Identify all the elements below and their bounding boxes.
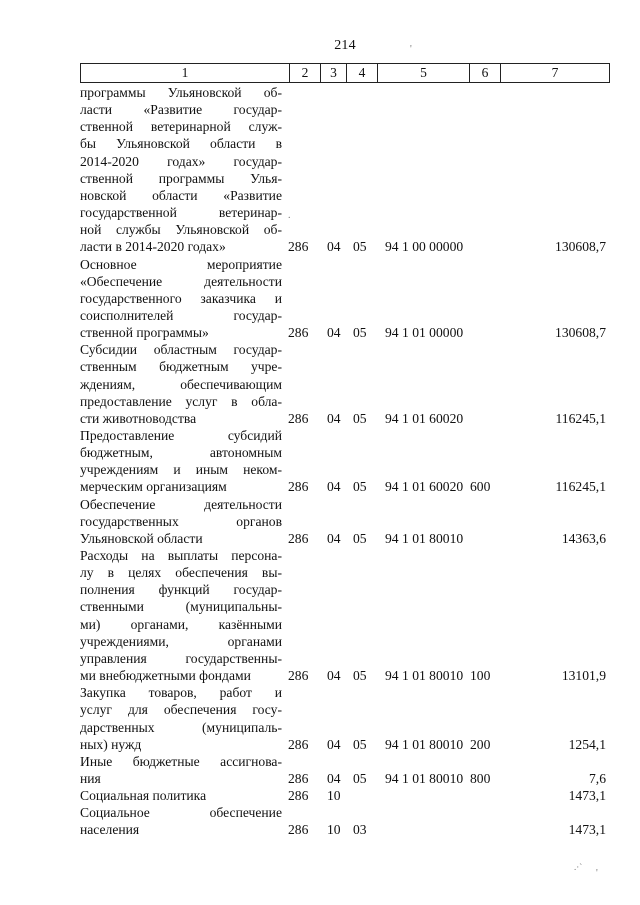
table-row — [80, 84, 610, 256]
header-col-7: 7 — [500, 64, 609, 82]
row-description — [80, 787, 282, 804]
description-line: государственного заказчика и — [80, 290, 282, 306]
description-line: ственной программы Улья- — [80, 170, 282, 186]
ministry-code: 286 — [288, 325, 309, 341]
description-line: Основное мероприятие — [80, 256, 282, 272]
expense-type-code: 200 — [470, 736, 491, 752]
row-description — [80, 684, 282, 753]
subsection-code: 05 — [353, 479, 367, 495]
section-code: 04 — [327, 770, 341, 786]
table-row — [80, 547, 610, 684]
subsection-code: 05 — [353, 325, 367, 341]
description-line: государственной ветеринар- — [80, 204, 282, 220]
table-header — [80, 63, 610, 83]
section-code: 04 — [327, 530, 341, 546]
section-code: 04 — [327, 410, 341, 426]
description-line: Расходы на выплаты персона- — [80, 548, 282, 564]
row-description — [80, 256, 282, 342]
target-article-code: 94 1 01 00000 — [385, 325, 464, 341]
row-description — [80, 341, 282, 427]
page-number: 214 — [334, 38, 356, 53]
description-line: бюджетным, автономным — [80, 445, 282, 461]
row-description — [80, 753, 282, 787]
table-row — [80, 787, 610, 804]
description-line: Закупка товаров, работ и — [80, 685, 282, 701]
header-col-6: 6 — [469, 64, 500, 82]
expense-type-code: 600 — [470, 479, 491, 495]
target-article-code: 94 1 01 80010 — [385, 736, 464, 752]
header-col-4: 4 — [346, 64, 377, 82]
table-row — [80, 496, 610, 547]
section-code: 04 — [327, 239, 341, 255]
target-article-code: 94 1 01 80010 — [385, 530, 464, 546]
description-line: Социальное обеспечение — [80, 805, 282, 821]
description-line: предоставление услуг в обла- — [80, 393, 282, 409]
expense-type-code: 100 — [470, 668, 491, 684]
amount: 116245,1 — [555, 479, 606, 495]
description-line: программы Ульяновской об- — [80, 85, 282, 100]
description-line: ной службы Ульяновской об- — [80, 222, 282, 238]
description-line: Ульяновской области — [80, 530, 203, 546]
subsection-code: 05 — [353, 668, 367, 684]
description-line: ми) органами, казёнными — [80, 616, 282, 632]
amount: 1254,1 — [568, 736, 606, 752]
description-line: государственных органов — [80, 513, 282, 529]
amount: 130608,7 — [555, 239, 606, 255]
row-description — [80, 84, 282, 255]
table-row — [80, 753, 610, 787]
ministry-code: 286 — [288, 770, 309, 786]
subsection-code: 05 — [353, 770, 367, 786]
subsection-code: 05 — [353, 736, 367, 752]
description-line: ственным бюджетным учре- — [80, 359, 282, 375]
expense-type-code: 800 — [470, 770, 491, 786]
description-line: услуг для обеспечения госу- — [80, 702, 282, 718]
header-col-5: 5 — [377, 64, 469, 82]
description-line: ждениям, обеспечивающим — [80, 376, 282, 392]
row-description — [80, 496, 282, 547]
table-row — [80, 684, 610, 753]
header-col-1: 1 — [181, 65, 189, 80]
description-line: ных) нужд — [80, 736, 142, 752]
scan-speck: ' — [596, 868, 598, 879]
subsection-code: 03 — [353, 822, 367, 838]
ministry-code: 286 — [288, 239, 309, 255]
amount: 116245,1 — [555, 410, 606, 426]
description-line: новской области «Развитие — [80, 187, 282, 203]
section-code: 04 — [327, 479, 341, 495]
amount: 13101,9 — [561, 668, 606, 684]
scan-speck: ' — [410, 44, 412, 55]
table-row — [80, 427, 610, 496]
row-description — [80, 804, 282, 838]
scan-speck: . — [288, 210, 291, 221]
target-article-code: 94 1 01 60020 — [385, 479, 464, 495]
description-line: ми внебюджетными фондами — [80, 668, 251, 684]
ministry-code: 286 — [288, 479, 309, 495]
section-code: 10 — [327, 822, 341, 838]
description-line: мерческим организациям — [80, 479, 227, 495]
section-code: 04 — [327, 325, 341, 341]
description-line: Субсидии областным государ- — [80, 342, 282, 358]
description-line: ния — [80, 770, 101, 786]
section-code: 04 — [327, 668, 341, 684]
amount: 7,6 — [589, 770, 606, 786]
amount: 14363,6 — [561, 530, 606, 546]
subsection-code: 05 — [353, 530, 367, 546]
description-line: ственными (муниципальны- — [80, 599, 282, 615]
amount: 1473,1 — [568, 788, 606, 804]
description-line: ласти в 2014-2020 годах» — [80, 239, 226, 255]
ministry-code: 286 — [288, 736, 309, 752]
description-line: учреждениями, органами — [80, 633, 282, 649]
description-line: Предоставление субсидий — [80, 428, 282, 443]
description-line: ственной ветеринарной служ- — [80, 119, 282, 135]
amount: 1473,1 — [568, 822, 606, 838]
section-code: 04 — [327, 736, 341, 752]
ministry-code: 286 — [288, 410, 309, 426]
description-line: «Обеспечение деятельности — [80, 273, 282, 289]
description-line: ласти «Развитие государ- — [80, 102, 282, 118]
header-col-3: 3 — [320, 64, 346, 82]
description-line: учреждениям и иным неком- — [80, 462, 282, 478]
table-row — [80, 256, 610, 342]
target-article-code: 94 1 01 80010 — [385, 770, 464, 786]
subsection-code: 05 — [353, 239, 367, 255]
scan-speck: .·` — [574, 862, 583, 872]
description-line: Социальная политика — [80, 788, 207, 804]
description-line: Иные бюджетные ассигнова- — [80, 753, 282, 769]
description-line: полнения функций государ- — [80, 582, 282, 598]
subsection-code: 05 — [353, 410, 367, 426]
table-row — [80, 804, 610, 838]
row-description — [80, 427, 282, 496]
description-line: соисполнителей государ- — [80, 307, 282, 323]
target-article-code: 94 1 01 80010 — [385, 668, 464, 684]
table-row — [80, 341, 610, 427]
section-code: 10 — [327, 788, 341, 804]
description-line: ственной программы» — [80, 325, 209, 341]
ministry-code: 286 — [288, 530, 309, 546]
target-article-code: 94 1 00 00000 — [385, 239, 464, 255]
description-line: населения — [80, 822, 140, 838]
description-line: лу в целях обеспечения вы- — [80, 565, 282, 581]
target-article-code: 94 1 01 60020 — [385, 410, 464, 426]
ministry-code: 286 — [288, 668, 309, 684]
amount: 130608,7 — [555, 325, 606, 341]
description-line: сти животноводства — [80, 410, 197, 426]
description-line: бы Ульяновской области в — [80, 136, 282, 152]
description-line: 2014-2020 годах» государ- — [80, 153, 282, 169]
ministry-code: 286 — [288, 822, 309, 838]
description-line: управления государственны- — [80, 650, 282, 666]
ministry-code: 286 — [288, 788, 309, 804]
description-line: дарственных (муниципаль- — [80, 719, 282, 735]
header-col-2: 2 — [289, 64, 320, 82]
row-description — [80, 547, 282, 684]
description-line: Обеспечение деятельности — [80, 496, 282, 512]
